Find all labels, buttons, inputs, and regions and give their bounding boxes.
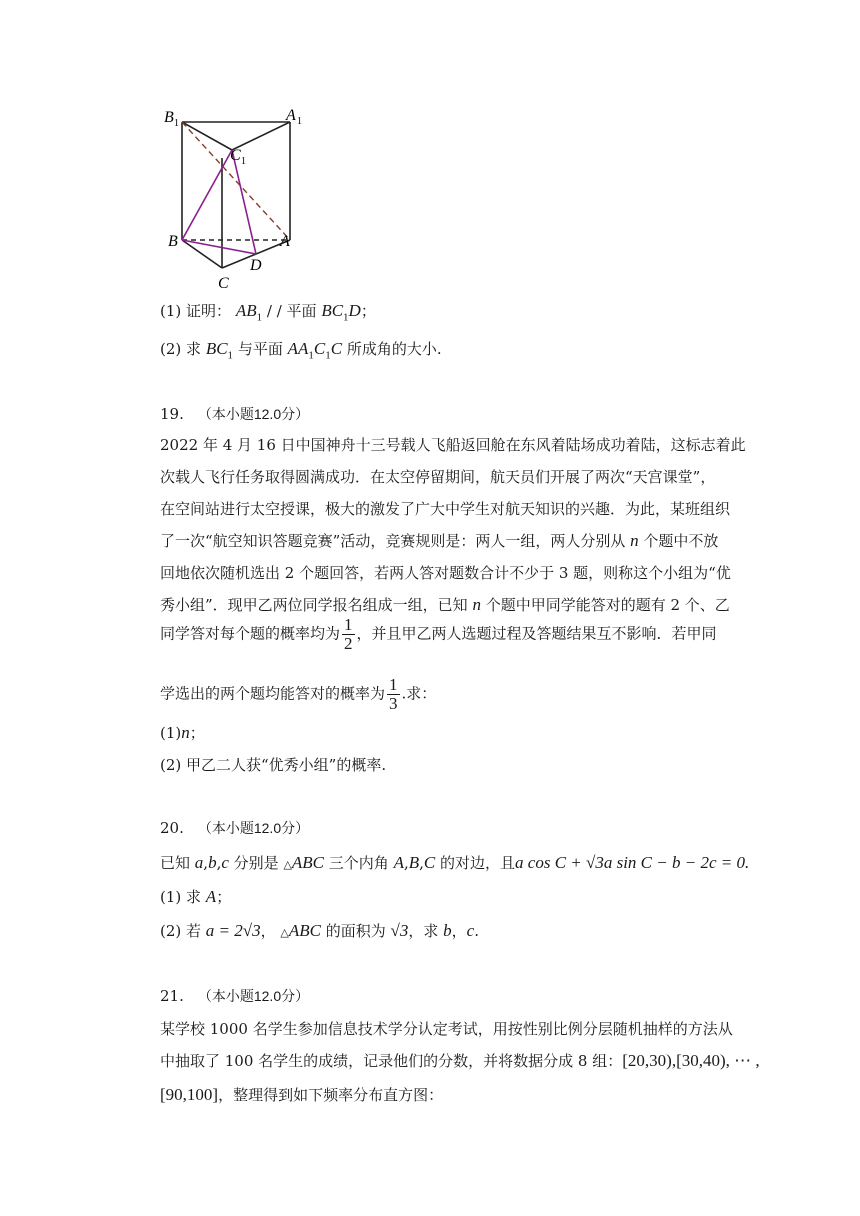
fraction-one-half: $\frac{1}{2}$: [344, 615, 353, 653]
label-c1-sub: 1: [241, 156, 246, 167]
q19-line4: 了一次“航空知识答题竞赛”活动，竞赛规则是：两人一组，两人分别从 n 个题中不放: [160, 531, 719, 550]
q21-heading: 21. （本小题12.0分）: [160, 987, 310, 1005]
q19-line8: 学选出的两个题均能答对的概率为 $\frac{1}{3}$ .求：: [160, 675, 437, 713]
q20-equation: a cos C + √3a sin C − b − 2c = 0.: [515, 853, 750, 872]
q19-line6: 秀小组”．现甲乙两位同学报名组成一组，已知 n 个题中甲同学能答对的题有 2 个、乙: [160, 595, 730, 614]
prism-figure: [160, 100, 320, 292]
q19-line5: 回地依次随机选出 2 个题回答，若两人答对题数合计不少于 3 题，则称这个小组为“优: [160, 564, 731, 582]
q20-line1: 已知 a,b,c 分别是 △ABC 三个内角 A,B,C 的对边，且a cos C + √3a sin C − b − 2c = 0.: [160, 853, 750, 872]
q18-part2: (2) 求 $BC_1$ 与平面 $AA_1C_1C$ 所成角的大小.: [160, 339, 442, 362]
label-c1: C: [230, 147, 241, 164]
triangular-prism-diagram: [160, 100, 320, 292]
q19-part2: (2) 甲乙二人获“优秀小组”的概率.: [160, 756, 387, 774]
q19-heading: 19. （本小题12.0分）: [160, 405, 310, 423]
fraction-one-third: $\frac{1}{3}$: [389, 675, 398, 713]
q20-part2: (2) 若 a = 2√3， △ABC 的面积为 √3，求 b，c.: [160, 921, 479, 940]
q21-line1: 某学校 1000 名学生参加信息技术学分认定考试，用按性别比例分层随机抽样的方法从: [160, 1020, 733, 1038]
q20-part1: (1) 求 A；: [160, 887, 232, 906]
label-b1: B: [164, 109, 174, 126]
q21-line3: [90,100]，整理得到如下频率分布直方图：: [160, 1085, 444, 1104]
label-a: A: [280, 233, 290, 250]
label-c: C: [218, 275, 229, 292]
label-a1: A: [286, 107, 296, 124]
q19-part1: (1)n；: [160, 723, 205, 742]
label-b: B: [168, 233, 178, 250]
label-b1-sub: 1: [174, 118, 179, 129]
q19-line2: 次载人飞行任务取得圆满成功．在太空停留期间，航天员们开展了两次“天宫课堂”，: [160, 468, 716, 486]
q19-line3: 在空间站进行太空授课，极大的激发了广大中学生对航天知识的兴趣．为此，某班组织: [160, 500, 731, 518]
q19-line7: 同学答对每个题的概率均为 $\frac{1}{2}$ ，并且甲乙两人选题过程及答题结果互不影响．若甲同: [160, 615, 717, 653]
label-d: D: [250, 257, 262, 274]
q21-line2: 中抽取了 100 名学生的成绩，记录他们的分数，并将数据分成 8 组：[20,30),[30,40), ⋯ ,: [160, 1051, 760, 1070]
q20-heading: 20. （本小题12.0分）: [160, 819, 310, 837]
q18-part1: (1) 证明： $AB_1$ / / 平面 $BC_1D$；: [160, 301, 376, 324]
q19-line1: 2022 年 4 月 16 日中国神舟十三号载人飞船返回舱在东风着陆场成功着陆，这标志着此: [160, 436, 746, 454]
label-a1-sub: 1: [297, 116, 302, 127]
